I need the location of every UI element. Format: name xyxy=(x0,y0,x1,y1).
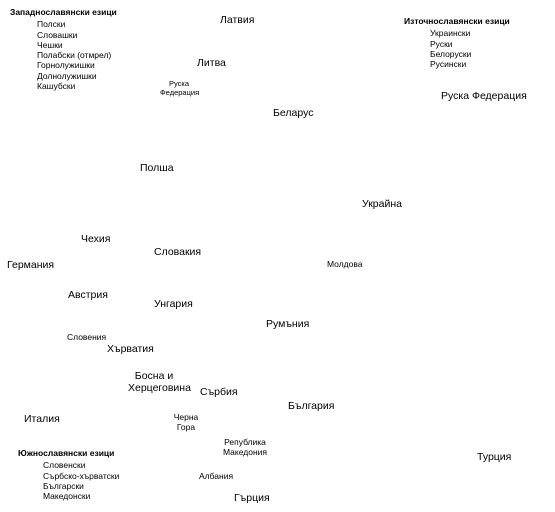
legend-west-slavic-list xyxy=(37,19,117,91)
country-label-latvia: Латвия xyxy=(220,14,255,26)
legend-item: Словенски xyxy=(43,460,86,471)
legend-item: Кашубски xyxy=(37,81,76,92)
country-label-russia: Руска Федерация xyxy=(441,90,527,102)
legend-west-slavic-title: Западнославянски езици xyxy=(10,7,117,17)
country-label-germany: Германия xyxy=(7,259,55,271)
legend-item: Горнолужишки xyxy=(37,60,95,71)
country-label-italy: Италия xyxy=(24,413,60,425)
country-label-romania: Румъния xyxy=(266,318,310,330)
legend-item: Словашки xyxy=(37,29,78,40)
country-label-hungary: Унгария xyxy=(154,298,193,310)
country-label-bosnia: Босна и Херцеговина xyxy=(128,370,191,395)
country-label-serbia: Сърбия xyxy=(200,386,238,398)
country-label-czechia: Чехия xyxy=(81,233,111,245)
legend-item: Полабски (отмрел) xyxy=(37,50,112,61)
country-label-russia-kaliningrad: Руска Федерация xyxy=(160,79,200,97)
country-label-belarus: Беларус xyxy=(273,107,314,119)
legend-item: Полски xyxy=(37,19,66,30)
legend-west-slavic xyxy=(10,7,117,91)
country-label-moldova: Молдова xyxy=(327,259,363,269)
country-label-ukraine: Украйна xyxy=(362,198,402,210)
legend-item: Руски xyxy=(430,38,453,49)
country-label-montenegro: Черна Гора xyxy=(173,412,199,432)
legend-item: Русински xyxy=(430,59,467,70)
legend-item: Сърбско-хърватски xyxy=(43,470,120,481)
legend-south-slavic xyxy=(18,448,119,501)
legend-south-slavic-title: Южнославянски езици xyxy=(18,448,115,458)
country-label-turkey: Турция xyxy=(477,451,512,463)
country-label-slovenia: Словения xyxy=(67,332,107,342)
legend-east-slavic-title: Източнославянски езици xyxy=(404,16,510,26)
country-label-macedonia: Република Македония xyxy=(223,437,267,457)
legend-item: Чешки xyxy=(37,39,63,50)
country-label-bulgaria: България xyxy=(288,400,335,412)
legend-item: Долнолужишки xyxy=(37,70,97,81)
country-label-lithuania: Литва xyxy=(197,57,226,69)
legend-item: Белоруски xyxy=(430,48,472,59)
legend-item: Македонски xyxy=(43,491,91,502)
legend-item: Български xyxy=(43,480,84,491)
country-label-austria: Австрия xyxy=(68,289,108,301)
legend-east-slavic xyxy=(404,16,510,69)
legend-south-slavic-list xyxy=(43,460,119,501)
legend-item: Украински xyxy=(430,28,471,39)
legend-east-slavic-list xyxy=(430,28,510,69)
country-label-slovakia: Словакия xyxy=(154,246,202,258)
country-label-croatia: Хърватия xyxy=(107,343,154,355)
country-label-poland: Полша xyxy=(140,162,174,174)
country-label-albania: Албания xyxy=(199,471,234,481)
country-label-greece: Гърция xyxy=(234,492,270,504)
